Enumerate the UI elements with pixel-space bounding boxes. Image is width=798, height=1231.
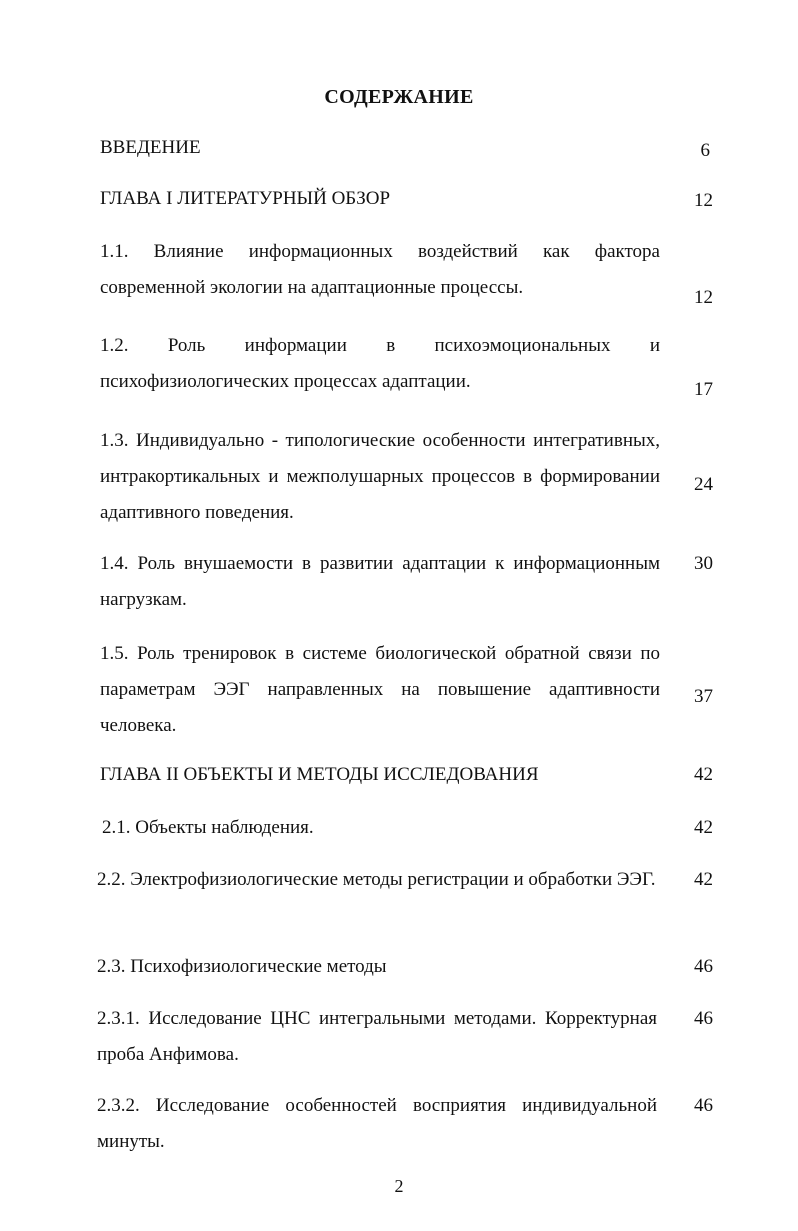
toc-entry-1-4: 1.4. Роль внушаемости в развитии адаптации к информационным нагрузкам. [100, 553, 660, 610]
toc-page-number: 46 [694, 1095, 713, 1116]
toc-entry-2-3-2: 2.3.2. Исследование особенностей восприятия индивидуальной минуты. [97, 1095, 657, 1152]
toc-entry-chapter-2: ГЛАВА II ОБЪЕКТЫ И МЕТОДЫ ИССЛЕДОВАНИЯ [100, 764, 539, 785]
toc-entry-1-3: 1.3. Индивидуально - типологические особенности интегративных, интракортикальных и межполушарных процессов в формировании адаптивного поведения. [100, 430, 660, 523]
toc-page-number: 6 [700, 140, 710, 161]
page-title: СОДЕРЖАНИЕ [324, 86, 474, 108]
toc-entry-2-2: 2.2. Электрофизиологические методы регистрации и обработки ЭЭГ. [97, 869, 656, 890]
toc-page-number: 37 [694, 686, 713, 707]
toc-entry-1-5: 1.5. Роль тренировок в системе биологической обратной связи по параметрам ЭЭГ направленных на повышение адаптивности человека. [100, 643, 660, 736]
toc-entry-2-3-1: 2.3.1. Исследование ЦНС интегральными методами. Корректурная проба Анфимова. [97, 1008, 657, 1065]
toc-entry-introduction: ВВЕДЕНИЕ [100, 137, 201, 158]
toc-page-number: 46 [694, 1008, 713, 1029]
toc-page-number: 46 [694, 956, 713, 977]
toc-page-number: 12 [694, 287, 713, 308]
toc-entry-2-3: 2.3. Психофизиологические методы [97, 956, 387, 977]
toc-page-number: 42 [694, 817, 713, 838]
toc-page-number: 42 [694, 869, 713, 890]
page-number: 2 [394, 1176, 404, 1196]
toc-page-number: 24 [694, 474, 713, 495]
toc-page-number: 42 [694, 764, 713, 785]
toc-entry-chapter-1: ГЛАВА I ЛИТЕРАТУРНЫЙ ОБЗОР [100, 188, 391, 209]
toc-entry-2-1: 2.1. Объекты наблюдения. [102, 817, 314, 838]
toc-entry-1-1: 1.1. Влияние информационных воздействий как фактора современной экологии на адаптационные процессы. [100, 241, 660, 298]
toc-entry-1-2: 1.2. Роль информации в психоэмоциональных и психофизиологических процессах адаптации. [100, 335, 660, 392]
toc-page-number: 17 [694, 379, 713, 400]
toc-page-number: 30 [694, 553, 713, 574]
toc-page-number: 12 [694, 190, 713, 211]
